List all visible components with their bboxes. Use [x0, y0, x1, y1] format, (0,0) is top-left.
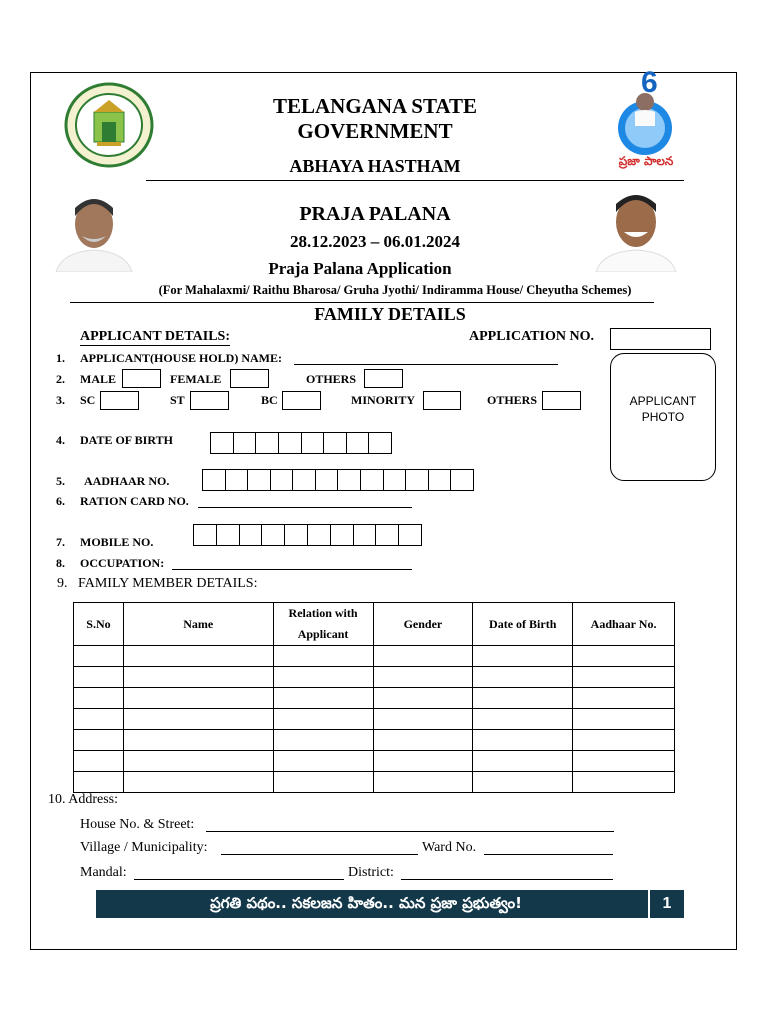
- gender-others-label: OTHERS: [306, 372, 357, 386]
- female-box[interactable]: [230, 369, 269, 388]
- table-row[interactable]: [74, 772, 675, 793]
- page-number-cell: [648, 890, 684, 918]
- table-row[interactable]: [74, 751, 675, 772]
- ward-field[interactable]: [484, 854, 613, 855]
- gender-others-box[interactable]: [364, 369, 403, 388]
- st-box[interactable]: [190, 391, 229, 410]
- bc-label: BC: [261, 393, 278, 407]
- q6-number: 6.: [56, 494, 65, 508]
- aadhaar-boxes[interactable]: [202, 469, 474, 491]
- program-divider: [70, 302, 654, 303]
- emblem-text: [64, 82, 154, 168]
- mobile-label: MOBILE NO.: [80, 535, 154, 549]
- district-label: District:: [348, 865, 394, 880]
- page-number: 1: [662, 895, 672, 912]
- q5-number: 5.: [56, 474, 65, 488]
- mobile-boxes[interactable]: [193, 524, 422, 546]
- section-title: FAMILY DETAILS: [314, 304, 466, 324]
- ration-card-field[interactable]: [198, 507, 412, 508]
- col-aadhaar: Aadhaar No.: [573, 603, 675, 646]
- scheme-title: ABHAYA HASTHAM: [289, 156, 461, 176]
- photo-label-1: APPLICANT: [629, 394, 697, 408]
- table-row[interactable]: [74, 688, 675, 709]
- address-heading: 10. Address:: [48, 792, 118, 807]
- state-title-line1: TELANGANA STATE: [272, 94, 478, 118]
- occupation-label: OCCUPATION:: [80, 556, 165, 570]
- male-label: MALE: [80, 372, 116, 386]
- minority-label: MINORITY: [351, 393, 416, 407]
- st-label: ST: [170, 393, 185, 407]
- village-field[interactable]: [221, 854, 418, 855]
- col-sno: S.No: [74, 603, 124, 646]
- aadhaar-label: AADHAAR NO.: [84, 474, 170, 488]
- applicant-photo-box[interactable]: [610, 353, 716, 481]
- family-members-heading: 9. FAMILY MEMBER DETAILS:: [57, 576, 258, 591]
- col-dob: Date of Birth: [473, 603, 573, 646]
- program-dates: 28.12.2023 – 06.01.2024: [290, 232, 460, 251]
- q2-number: 2.: [56, 372, 65, 386]
- col-relation: [273, 603, 373, 646]
- house-label: House No. & Street:: [80, 817, 195, 832]
- logo-number: 6: [641, 66, 658, 99]
- footer-slogan: ప్రగతి పథం.. సకలజన హితం.. మన ప్రజా ప్రభుత్వం!: [210, 894, 522, 912]
- application-no-box[interactable]: [610, 328, 711, 350]
- sc-box[interactable]: [100, 391, 139, 410]
- photo-label-2: PHOTO: [641, 410, 685, 424]
- program-name: PRAJA PALANA: [299, 203, 451, 225]
- portrait-left: [52, 192, 136, 272]
- ration-card-label: RATION CARD NO.: [80, 494, 189, 508]
- house-field[interactable]: [206, 831, 614, 832]
- application-title: Praja Palana Application: [268, 259, 452, 278]
- table-header-row: [74, 603, 675, 646]
- header-divider: [146, 180, 684, 181]
- female-label: FEMALE: [170, 372, 222, 386]
- application-no-label: APPLICATION NO.: [469, 329, 594, 344]
- male-box[interactable]: [122, 369, 161, 388]
- q8-number: 8.: [56, 556, 65, 570]
- schemes-note: (For Mahalaxmi/ Raithu Bharosa/ Gruha Jyothi/ Indiramma House/ Cheyutha Schemes): [158, 283, 632, 297]
- ward-label: Ward No.: [422, 840, 477, 855]
- table-row[interactable]: [74, 646, 675, 667]
- table-row[interactable]: [74, 709, 675, 730]
- caste-others-box[interactable]: [542, 391, 581, 410]
- portrait-right: [590, 190, 682, 272]
- logo-caption: ప్రజా పాలన: [618, 154, 674, 168]
- caste-others-label: OTHERS: [487, 393, 538, 407]
- col-relation-label: Relation with Applicant: [288, 606, 358, 641]
- bc-box[interactable]: [282, 391, 321, 410]
- minority-box[interactable]: [423, 391, 461, 410]
- village-label: Village / Municipality:: [80, 840, 208, 855]
- district-field[interactable]: [401, 879, 613, 880]
- name-field[interactable]: [294, 364, 558, 365]
- mandal-field[interactable]: [134, 879, 344, 880]
- occupation-field[interactable]: [172, 569, 412, 570]
- table-row[interactable]: [74, 730, 675, 751]
- family-table: [73, 602, 675, 793]
- q3-number: 3.: [56, 393, 65, 407]
- col-name: Name: [123, 603, 273, 646]
- col-gender: Gender: [373, 603, 473, 646]
- q1-number: 1.: [56, 351, 65, 365]
- q7-number: 7.: [56, 535, 65, 549]
- table-row[interactable]: [74, 667, 675, 688]
- dob-boxes[interactable]: [210, 432, 392, 454]
- q1-label: APPLICANT(HOUSE HOLD) NAME:: [80, 351, 283, 365]
- dob-label: DATE OF BIRTH: [80, 433, 173, 447]
- footer-bar: [96, 890, 684, 918]
- sc-label: SC: [80, 393, 96, 407]
- applicant-heading: APPLICANT DETAILS:: [80, 329, 231, 344]
- state-title-line2: GOVERNMENT: [297, 119, 453, 143]
- mandal-label: Mandal:: [80, 865, 127, 880]
- q4-number: 4.: [56, 433, 65, 447]
